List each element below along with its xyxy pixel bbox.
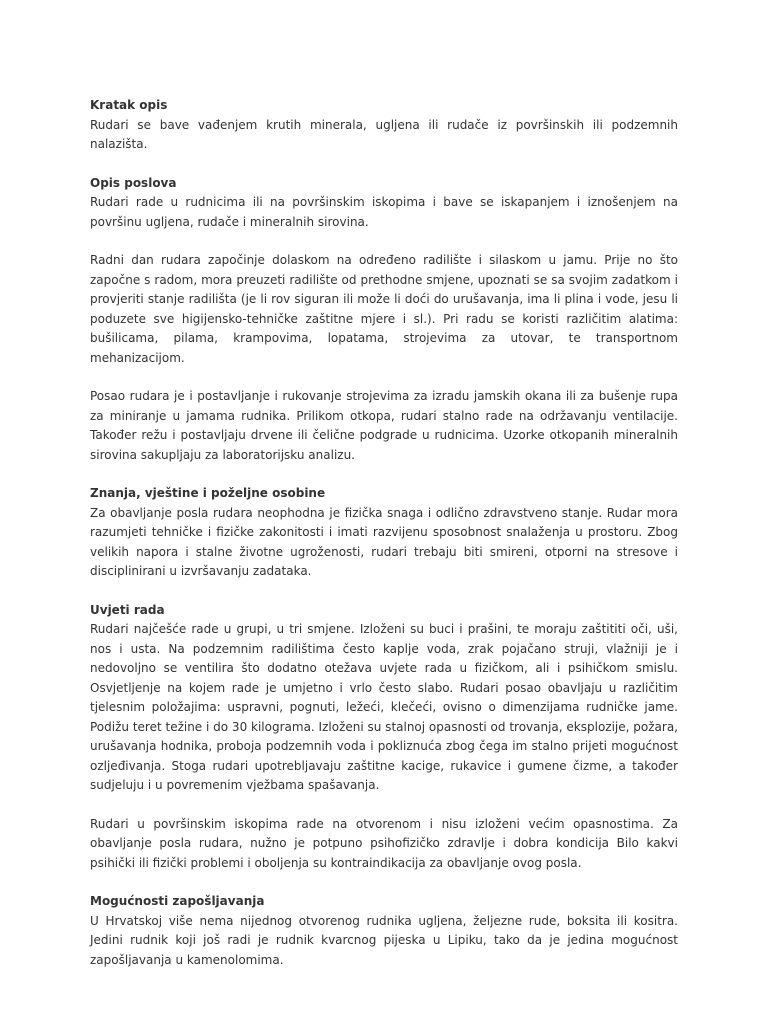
paragraph: Radni dan rudara započinje dolaskom na određeno radilište i silaskom u jamu. Prije no što započne s radom, mora preuzeti radilište od prethodne smjene, upoznati se sa svojim zadatkom i provjeriti stanje radilišta (je li rov siguran ili može li doći do urušavanja, ima li plina i vode, jesu li poduzete sve higijensko-tehničke zaštitne mjere i sl.). Pri radu se koristi različitim alatima: bušilicama, pilama, krampovima, lopatama, strojevima za utovar, te transportnom mehanizacijom. bbox=[90, 253, 678, 365]
paragraph: Rudari rade u rudnicima ili na površinskim iskopima i bave se iskapanjem i iznošenjem na površinu ugljena, rudače i mineralnih sirovina. bbox=[90, 195, 678, 229]
paragraph: Posao rudara je i postavljanje i rukovanje strojevima za izradu jamskih okana ili za bušenje rupa za miniranje u jamama rudnika. Prilikom otkopa, rudari stalno rade na održavanju ventilacije. Također režu i postavljaju drvene ili čelične podgrade u rudnicima. Uzorke otkopanih mineralnih sirovina sakupljaju za laboratorijsku analizu. bbox=[90, 389, 678, 462]
section-heading: Uvjeti rada bbox=[90, 602, 165, 617]
section-znanja-vjestine bbox=[90, 484, 678, 582]
paragraph: Rudari se bave vađenjem krutih minerala, ugljena ili rudače iz površinskih ili podzemnih nalazišta. bbox=[90, 117, 678, 151]
paragraph: Za obavljanje posla rudara neophodna je fizička snaga i odlično zdravstveno stanje. Rudar mora razumjeti tehničke i fizičke zakonitosti i imati razvijenu sposobnost snalaženja u prostoru. Zbog velikih napora i stalne životne ugroženosti, rudari trebaju biti smireni, otporni na stresove i disciplinirani u izvršavanju zadataka. bbox=[90, 505, 678, 578]
section-heading: Kratak opis bbox=[90, 98, 168, 112]
section-kratak-opis bbox=[90, 96, 678, 155]
paragraph: Rudari najčešće rade u grupi, u tri smjene. Izloženi su buci i prašini, te moraju zaštititi oči, uši, nos i usta. Na podzemnim radilištima često kaplje voda, zrak pojačano struji, vlažniji je i nedovoljno se ventilira što dodatno otežava uvjete rada u fizičkom, ali i psihičkom smislu. Osvjetljenje na kojem rade je umjetno i vrlo često slabo. Rudari posao obavljaju u različitim tjelesnim položajima: uspravni, pognuti, ležeći, klečeći, ovisno o dimenzijama rudničke jame. Podižu teret težine i do 30 kilograma. Izloženi su stalnoj opasnosti od trovanja, eksplozije, požara, urušavanja hodnika, proboja podzemnih voda i pokliznuća zbog čega im stalno prijeti mogućnost ozljeđivanja. Stoga rudari upotrebljavaju zaštitne kacige, rukavice i gumene čizme, a također sudjeluju i u povremenim vježbama spašavanja. bbox=[90, 622, 678, 792]
section-heading: Znanja, vještine i poželjne osobine bbox=[90, 486, 326, 500]
section-opis-poslova bbox=[90, 174, 678, 466]
section-heading: Mogućnosti zapošljavanja bbox=[90, 894, 265, 908]
paragraph: Rudari u površinskim iskopima rade na otvorenom i nisu izloženi većim opasnostima. Za obavljanje posla rudara, nužno je potpuno psihofizičko zdravlje i dobra kondicija Bilo kakvi psihički ili fizički problemi i oboljenja su kontraindikacija za obavljanje ovog posla. bbox=[90, 816, 678, 870]
section-heading: Opis poslova bbox=[90, 175, 177, 190]
section-uvjeti-rada bbox=[90, 601, 678, 874]
paragraph: U Hrvatskoj više nema nijednog otvorenog rudnika ugljena, željezne rude, boksita ili kositra. Jedini rudnik koji još radi je rudnik kvarcnog pijeska u Lipiku, tako da je jedina mogućnost zapošljavanja u kamenolomima. bbox=[90, 913, 678, 967]
section-mogucnosti-zaposljavanja bbox=[90, 892, 678, 970]
